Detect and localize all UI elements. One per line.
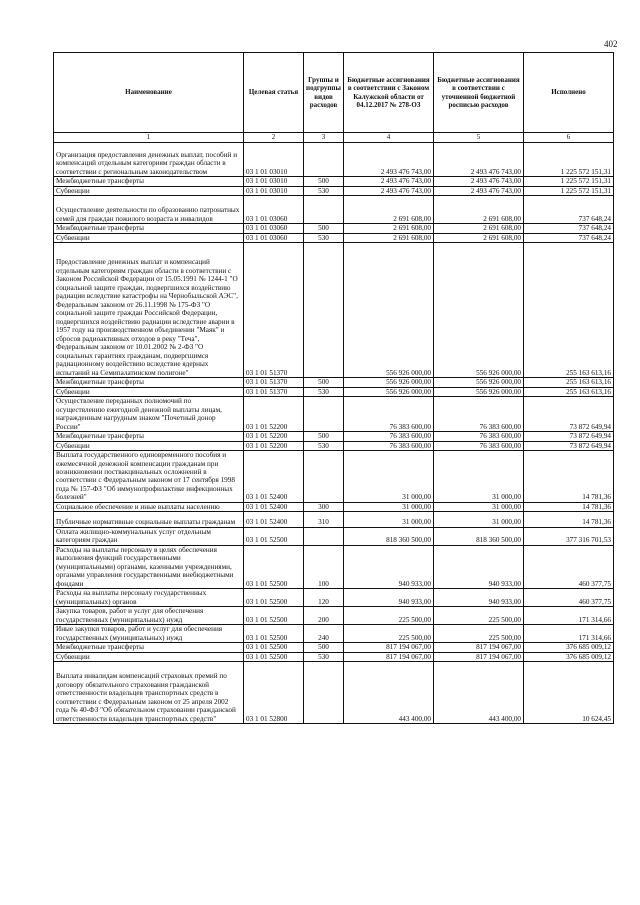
- row-target-code: 03 1 01 03060: [244, 233, 304, 242]
- table-row: [54, 177, 614, 186]
- row-budget-refined: 31 000,00: [434, 502, 524, 511]
- row-name: Межбюджетные трансферты: [54, 177, 244, 186]
- row-budget-law: 2 691 608,00: [344, 233, 434, 242]
- table-row: [54, 233, 614, 242]
- row-budget-law: 443 400,00: [344, 662, 434, 724]
- row-budget-law: 2 493 476 743,00: [344, 143, 434, 177]
- row-budget-law: 818 360 500,00: [344, 527, 434, 545]
- table-row: [54, 451, 614, 503]
- row-target-code: 03 1 01 03060: [244, 224, 304, 233]
- row-target-code: 03 1 01 52400: [244, 451, 304, 503]
- row-budget-law: 31 000,00: [344, 451, 434, 503]
- row-budget-law: 556 926 000,00: [344, 378, 434, 387]
- row-group: 500: [304, 432, 344, 441]
- row-name: Закупка товаров, работ и услуг для обеспечения государственных (муниципальных) нужд: [54, 607, 244, 625]
- row-name: Публичные нормативные социальные выплаты гражданам: [54, 512, 244, 527]
- row-group: 530: [304, 441, 344, 450]
- row-budget-refined: 225 500,00: [434, 625, 524, 643]
- row-executed: 73 872 649,94: [524, 432, 614, 441]
- row-executed: 14 781,36: [524, 451, 614, 503]
- table-row: [54, 589, 614, 607]
- row-budget-refined: 443 400,00: [434, 662, 524, 724]
- row-group: 300: [304, 502, 344, 511]
- row-executed: 255 163 613,16: [524, 243, 614, 378]
- row-budget-refined: 556 926 000,00: [434, 378, 524, 387]
- table-row: [54, 652, 614, 661]
- row-budget-refined: 2 493 476 743,00: [434, 177, 524, 186]
- row-group: [304, 196, 344, 224]
- row-group: 500: [304, 177, 344, 186]
- row-target-code: 03 1 01 51370: [244, 387, 304, 396]
- row-budget-refined: 940 933,00: [434, 589, 524, 607]
- header-budget-refined: Бюджетные ассигнования в соответствии с уточненной бюджетной росписью расходов: [434, 53, 524, 133]
- row-name: Субвенции: [54, 233, 244, 242]
- table-row: [54, 186, 614, 195]
- row-budget-law: 2 691 608,00: [344, 224, 434, 233]
- header-target: Целевая статья: [244, 53, 304, 133]
- row-target-code: 03 1 01 03010: [244, 143, 304, 177]
- row-name: Расходы на выплаты персоналу в целях обеспечения выполнения функций государственными (муниципальными) органами, казенными учреждениями, органами управления государственными внебюджетными фондами: [54, 545, 244, 588]
- row-budget-refined: 2 493 476 743,00: [434, 143, 524, 177]
- row-executed: 10 624,45: [524, 662, 614, 724]
- table-row: [54, 502, 614, 511]
- column-number-row: [54, 133, 614, 143]
- column-number: 1: [54, 133, 244, 143]
- row-name: Иные закупки товаров, работ и услуг для обеспечения государственных (муниципальных) нужд: [54, 625, 244, 643]
- row-budget-refined: 818 360 500,00: [434, 527, 524, 545]
- table-row: [54, 643, 614, 652]
- row-executed: 377 316 701,53: [524, 527, 614, 545]
- row-group: 310: [304, 512, 344, 527]
- column-number: 4: [344, 133, 434, 143]
- row-budget-refined: 76 383 600,00: [434, 441, 524, 450]
- row-name: Расходы на выплаты персоналу государственных (муниципальных) органов: [54, 589, 244, 607]
- row-executed: 14 781,36: [524, 512, 614, 527]
- row-budget-law: 31 000,00: [344, 512, 434, 527]
- row-group: [304, 527, 344, 545]
- row-name: Осуществление деятельности по образованию патронатных семей для граждан пожилого возраста и инвалидов: [54, 196, 244, 224]
- row-target-code: 03 1 01 52500: [244, 545, 304, 588]
- table-row: [54, 662, 614, 724]
- column-number: 6: [524, 133, 614, 143]
- row-budget-refined: 556 926 000,00: [434, 387, 524, 396]
- row-group: 240: [304, 625, 344, 643]
- header-executed: Исполнено: [524, 53, 614, 133]
- row-name: Выплата инвалидам компенсаций страховых премий по договору обязательного страхования гражданской ответственности владельцев транспортных средств в соответствии с Федеральным законом от 25 апреля 2002 года № 40-ФЗ "Об обязательном страховании гражданской ответственности владельцев транспортных средств": [54, 662, 244, 724]
- row-group: 120: [304, 589, 344, 607]
- header-group: Группы и подгруппы видов расходов: [304, 53, 344, 133]
- row-executed: 1 225 572 151,31: [524, 186, 614, 195]
- table-row: [54, 397, 614, 432]
- row-budget-refined: 2 493 476 743,00: [434, 186, 524, 195]
- row-executed: 376 685 009,12: [524, 652, 614, 661]
- row-group: 100: [304, 545, 344, 588]
- row-target-code: 03 1 01 52500: [244, 607, 304, 625]
- table-row: [54, 607, 614, 625]
- row-budget-refined: 225 500,00: [434, 607, 524, 625]
- row-budget-refined: 31 000,00: [434, 451, 524, 503]
- row-executed: 737 648,24: [524, 196, 614, 224]
- row-name: Межбюджетные трансферты: [54, 643, 244, 652]
- row-name: Субвенции: [54, 186, 244, 195]
- row-target-code: 03 1 01 51370: [244, 378, 304, 387]
- row-budget-law: 76 383 600,00: [344, 397, 434, 432]
- row-executed: 460 377,75: [524, 589, 614, 607]
- row-executed: 376 685 009,12: [524, 643, 614, 652]
- table-row: [54, 143, 614, 177]
- row-target-code: 03 1 01 52200: [244, 432, 304, 441]
- row-executed: 737 648,24: [524, 233, 614, 242]
- row-budget-refined: 817 194 067,00: [434, 652, 524, 661]
- row-target-code: 03 1 01 52500: [244, 625, 304, 643]
- row-group: [304, 397, 344, 432]
- row-executed: 14 781,36: [524, 502, 614, 511]
- row-target-code: 03 1 01 52200: [244, 397, 304, 432]
- row-group: 530: [304, 186, 344, 195]
- row-target-code: 03 1 01 51370: [244, 243, 304, 378]
- header-name: Наименование: [54, 53, 244, 133]
- row-group: 530: [304, 652, 344, 661]
- row-target-code: 03 1 01 03010: [244, 186, 304, 195]
- row-executed: 255 163 613,16: [524, 378, 614, 387]
- row-budget-refined: 2 691 608,00: [434, 224, 524, 233]
- row-executed: 73 872 649,94: [524, 441, 614, 450]
- row-group: [304, 451, 344, 503]
- row-target-code: 03 1 01 03010: [244, 177, 304, 186]
- row-budget-refined: 2 691 608,00: [434, 196, 524, 224]
- row-target-code: 03 1 01 52400: [244, 502, 304, 511]
- row-group: 530: [304, 233, 344, 242]
- table-row: [54, 224, 614, 233]
- row-target-code: 03 1 01 52400: [244, 512, 304, 527]
- table-row: [54, 512, 614, 527]
- row-name: Межбюджетные трансферты: [54, 378, 244, 387]
- row-executed: 1 225 572 151,31: [524, 177, 614, 186]
- row-name: Субвенции: [54, 387, 244, 396]
- header-budget-law: Бюджетные ассигнования в соответствии с Законом Калужской области от 04.12.2017 № 278-ОЗ: [344, 53, 434, 133]
- row-executed: 171 314,66: [524, 607, 614, 625]
- table-row: [54, 387, 614, 396]
- row-budget-refined: 817 194 067,00: [434, 643, 524, 652]
- row-name: Организация предоставления денежных выплат, пособий и компенсаций отдельным категориям граждан области в соответствии с региональным законодательством: [54, 143, 244, 177]
- table-row: [54, 441, 614, 450]
- column-number: 5: [434, 133, 524, 143]
- row-group: 500: [304, 224, 344, 233]
- row-executed: 255 163 613,16: [524, 387, 614, 396]
- row-budget-refined: 31 000,00: [434, 512, 524, 527]
- row-budget-law: 817 194 067,00: [344, 652, 434, 661]
- row-group: 200: [304, 607, 344, 625]
- row-budget-law: 940 933,00: [344, 545, 434, 588]
- row-group: 500: [304, 643, 344, 652]
- row-name: Субвенции: [54, 652, 244, 661]
- row-budget-refined: 940 933,00: [434, 545, 524, 588]
- row-name: Социальное обеспечение и иные выплаты населению: [54, 502, 244, 511]
- row-target-code: 03 1 01 03060: [244, 196, 304, 224]
- row-target-code: 03 1 01 52500: [244, 589, 304, 607]
- row-budget-refined: 76 383 600,00: [434, 432, 524, 441]
- row-budget-law: 76 383 600,00: [344, 432, 434, 441]
- row-budget-law: 31 000,00: [344, 502, 434, 511]
- row-group: 500: [304, 378, 344, 387]
- table-row: [54, 243, 614, 378]
- column-number: 2: [244, 133, 304, 143]
- row-budget-refined: 76 383 600,00: [434, 397, 524, 432]
- row-name: Субвенции: [54, 441, 244, 450]
- table-row: [54, 625, 614, 643]
- row-target-code: 03 1 01 52800: [244, 662, 304, 724]
- row-budget-refined: 556 926 000,00: [434, 243, 524, 378]
- row-budget-law: 556 926 000,00: [344, 243, 434, 378]
- table-row: [54, 545, 614, 588]
- row-target-code: 03 1 01 52500: [244, 652, 304, 661]
- table-row: [54, 527, 614, 545]
- row-name: Межбюджетные трансферты: [54, 224, 244, 233]
- row-executed: 1 225 572 151,31: [524, 143, 614, 177]
- row-budget-law: 225 500,00: [344, 625, 434, 643]
- row-budget-law: 2 493 476 743,00: [344, 186, 434, 195]
- row-budget-law: 556 926 000,00: [344, 387, 434, 396]
- row-executed: 737 648,24: [524, 224, 614, 233]
- row-group: 530: [304, 387, 344, 396]
- row-name: Оплата жилищно-коммунальных услуг отдельным категориям граждан: [54, 527, 244, 545]
- row-budget-law: 2 493 476 743,00: [344, 177, 434, 186]
- row-group: [304, 243, 344, 378]
- row-target-code: 03 1 01 52500: [244, 527, 304, 545]
- page-number: 402: [604, 39, 618, 49]
- row-target-code: 03 1 01 52200: [244, 441, 304, 450]
- row-budget-law: 940 933,00: [344, 589, 434, 607]
- row-budget-law: 817 194 067,00: [344, 643, 434, 652]
- row-budget-law: 76 383 600,00: [344, 441, 434, 450]
- table-row: [54, 196, 614, 224]
- table-header-row: [54, 53, 614, 133]
- row-group: [304, 143, 344, 177]
- row-executed: 73 872 649,94: [524, 397, 614, 432]
- table-row: [54, 432, 614, 441]
- row-budget-refined: 2 691 608,00: [434, 233, 524, 242]
- row-name: Предоставление денежных выплат и компенсаций отдельным категориям граждан области в соответствии с Законом Российской Федерации от 15.05.1991 № 1244-1 "О социальной защите граждан, подвергшихся воздействию радиации вследствие катастрофы на Чернобыльской АЭС", Федеральным законом от 26.11.1998 № 175-ФЗ "О социальной защите граждан Российской Федерации, подвергшихся воздействию радиации вследствие аварии в 1957 году на производственном объединении "Маяк" и сбросов радиоактивных отходов в реку "Теча", Федеральным законом от 10.01.2002 № 2-ФЗ "О социальных гарантиях гражданам, подвергшимся радиационному воздействию вследствие ядерных испытаний на Семипалатинском полигоне": [54, 243, 244, 378]
- row-executed: 460 377,75: [524, 545, 614, 588]
- row-group: [304, 662, 344, 724]
- row-name: Межбюджетные трансферты: [54, 432, 244, 441]
- row-name: Осуществление переданных полномочий по осуществлению ежегодной денежной выплаты лицам, награжденным нагрудным знаком "Почетный донор России": [54, 397, 244, 432]
- row-budget-law: 2 691 608,00: [344, 196, 434, 224]
- column-number: 3: [304, 133, 344, 143]
- row-executed: 171 314,66: [524, 625, 614, 643]
- row-budget-law: 225 500,00: [344, 607, 434, 625]
- row-name: Выплата государственного единовременного пособия и ежемесячной денежной компенсации гражданам при возникновении поствакцинальных осложнений в соответствии с Федеральным законом от 17 сентября 1998 года № 157-ФЗ "Об иммунопрофилактике инфекционных болезней": [54, 451, 244, 503]
- budget-table: [53, 52, 614, 724]
- row-target-code: 03 1 01 52500: [244, 643, 304, 652]
- table-row: [54, 378, 614, 387]
